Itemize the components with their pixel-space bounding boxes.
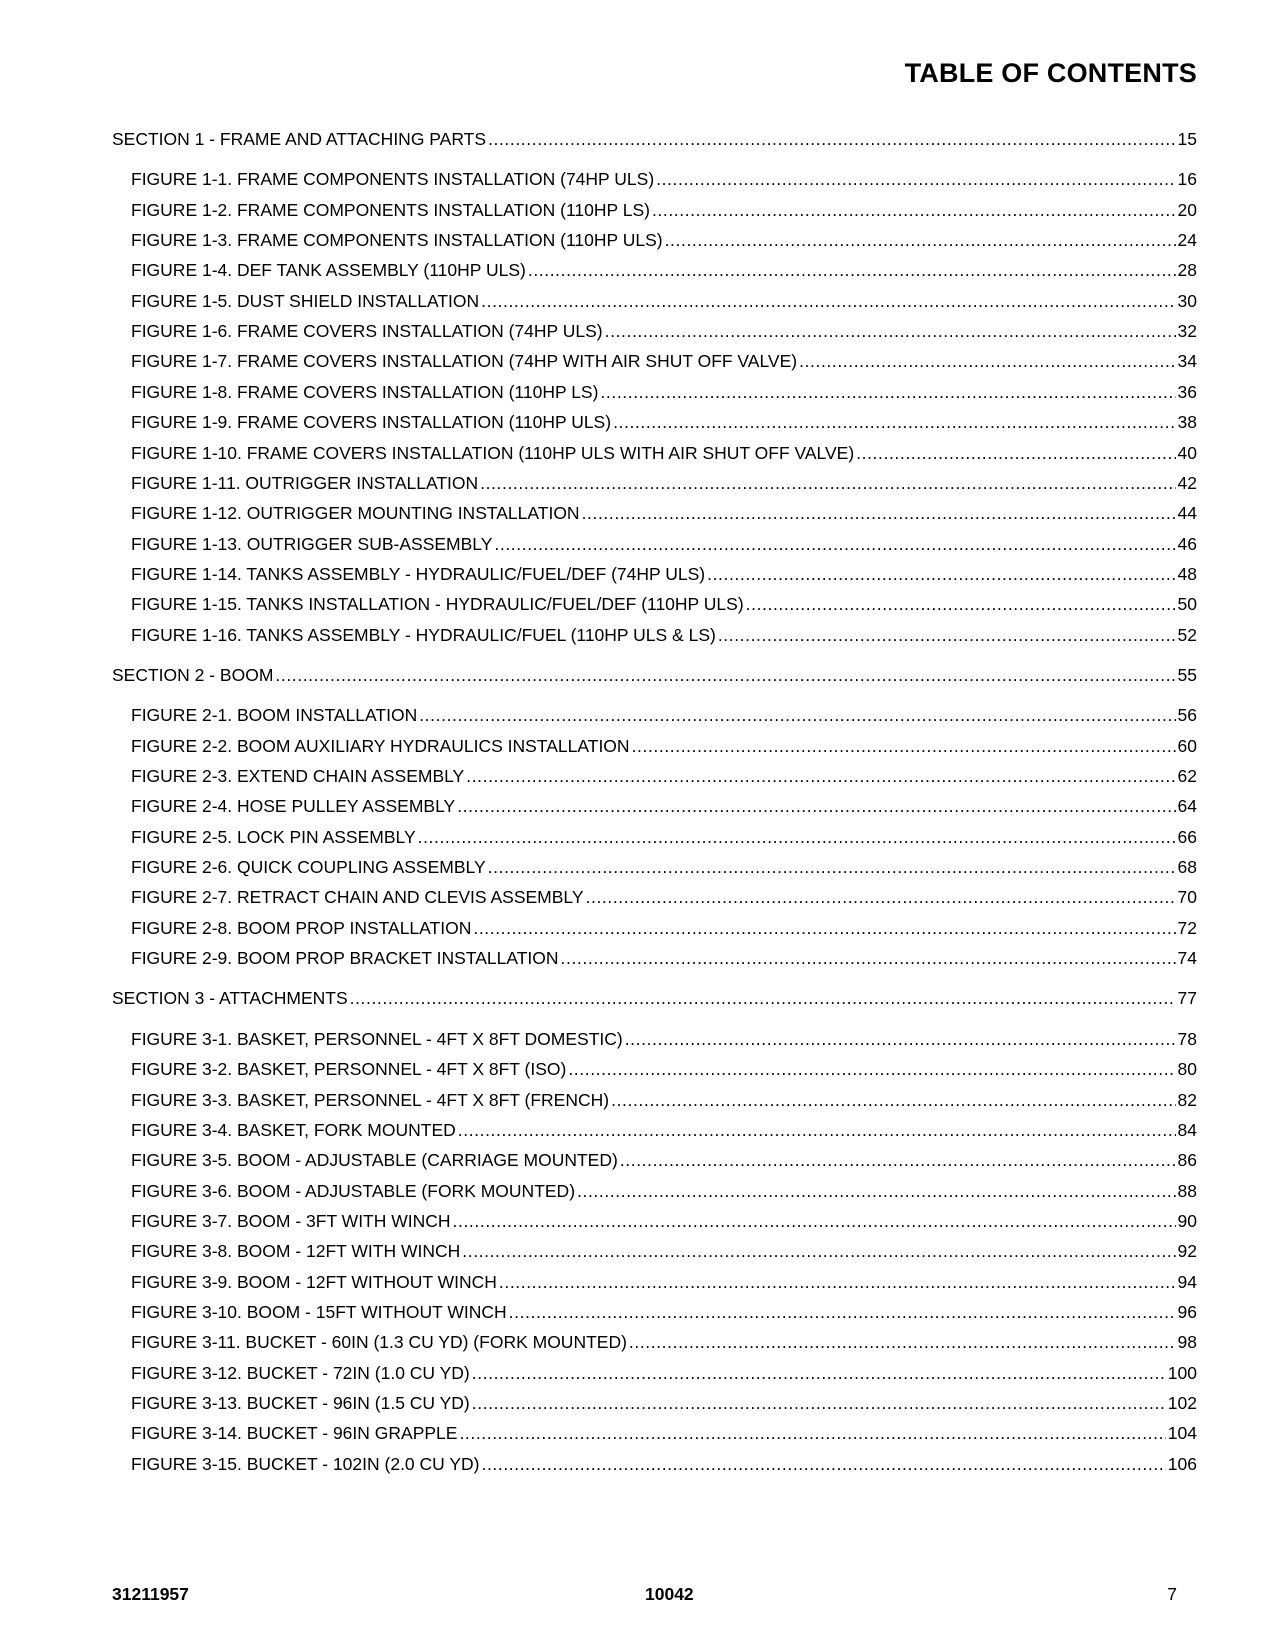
toc-entry-label: FIGURE 2-8. BOOM PROP INSTALLATION [131, 917, 472, 938]
dot-leader [656, 168, 1175, 190]
toc-entry-label: FIGURE 3-15. BUCKET - 102IN (2.0 CU YD) [131, 1453, 480, 1474]
toc-figure-entry[interactable] [131, 531, 1197, 555]
toc-figure-entry[interactable] [131, 1026, 1197, 1050]
toc-entry-label: FIGURE 3-14. BUCKET - 96IN GRAPPLE [131, 1423, 458, 1444]
toc-entry-label: FIGURE 3-6. BOOM - ADJUSTABLE (FORK MOUNTED) [131, 1180, 576, 1201]
toc-entry-page: 106 [1167, 1453, 1197, 1474]
toc-section-entry[interactable] [112, 985, 1197, 1009]
toc-figure-entry[interactable] [131, 257, 1197, 281]
dot-leader [625, 1028, 1176, 1050]
toc-entry-label: FIGURE 2-5. LOCK PIN ASSEMBLY [131, 826, 416, 847]
dot-leader [509, 1301, 1176, 1323]
dot-leader [620, 1149, 1176, 1171]
dot-leader [600, 381, 1175, 403]
toc-entry-label: FIGURE 3-4. BASKET, FORK MOUNTED [131, 1119, 456, 1140]
toc-entry-page: 62 [1177, 766, 1197, 786]
toc-figure-entry[interactable] [131, 1420, 1197, 1444]
toc-entry-page: 102 [1167, 1393, 1197, 1413]
toc-entry-page: 78 [1177, 1028, 1197, 1049]
toc-entry-page: 94 [1177, 1271, 1197, 1292]
toc-entry-page: 100 [1167, 1362, 1197, 1383]
toc-figure-entry[interactable] [131, 197, 1197, 221]
toc-entry-page: 30 [1177, 290, 1197, 311]
dot-leader [707, 563, 1175, 585]
dot-leader [632, 735, 1176, 757]
toc-entry-label: FIGURE 3-8. BOOM - 12FT WITH WINCH [131, 1241, 461, 1262]
toc-entry-page: 96 [1177, 1301, 1197, 1322]
toc-entry-label: FIGURE 1-4. DEF TANK ASSEMBLY (110HP ULS) [131, 260, 526, 281]
toc-entry-page: 36 [1177, 381, 1197, 402]
toc-figure-entry[interactable] [131, 166, 1197, 190]
toc-entry-page: 28 [1177, 260, 1197, 281]
toc-entry-page: 80 [1177, 1059, 1197, 1080]
dot-leader [473, 917, 1175, 939]
toc-entry-page: 88 [1177, 1180, 1197, 1201]
toc-entry-page: 77 [1177, 988, 1197, 1009]
toc-entry-label: FIGURE 1-14. TANKS ASSEMBLY - HYDRAULIC/FUEL/DEF (74HP ULS) [131, 563, 706, 584]
toc-entry-label: FIGURE 3-11. BUCKET - 60IN (1.3 CU YD) (FORK MOUNTED) [131, 1332, 627, 1353]
toc-entry-page: 56 [1177, 705, 1197, 726]
toc-entry-label: FIGURE 1-8. FRAME COVERS INSTALLATION (110HP LS) [131, 381, 599, 402]
toc-figure-entry[interactable] [131, 1178, 1197, 1202]
toc-figure-entry[interactable] [131, 1390, 1197, 1414]
toc-figure-entry[interactable] [131, 591, 1197, 615]
toc-figure-entry[interactable] [131, 824, 1197, 848]
toc-figure-entry[interactable] [131, 440, 1197, 464]
toc-entry-page: 55 [1177, 664, 1197, 685]
toc-figure-entry[interactable] [131, 884, 1197, 908]
toc-entry-label: SECTION 1 - FRAME AND ATTACHING PARTS [112, 129, 487, 149]
footer-doc-number: 31211957 [112, 1584, 189, 1604]
toc-entry-page: 90 [1177, 1210, 1197, 1231]
toc-figure-entry[interactable] [131, 733, 1197, 757]
footer-code: 10042 [645, 1584, 694, 1604]
toc-entry-page: 104 [1167, 1423, 1197, 1444]
toc-figure-entry[interactable] [131, 318, 1197, 342]
toc-entry-label: FIGURE 1-9. FRAME COVERS INSTALLATION (110HP ULS) [131, 412, 612, 433]
dot-leader [472, 1362, 1166, 1384]
toc-entry-label: FIGURE 1-1. FRAME COMPONENTS INSTALLATION (74HP ULS) [131, 169, 655, 190]
toc-entry-label: FIGURE 1-13. OUTRIGGER SUB-ASSEMBLY [131, 533, 493, 554]
dot-leader [582, 502, 1176, 524]
toc-entry-page: 64 [1177, 796, 1197, 817]
toc-entry-label: FIGURE 1-6. FRAME COVERS INSTALLATION (74HP ULS) [131, 321, 603, 342]
toc-entry-page: 84 [1177, 1119, 1197, 1140]
dot-leader [462, 1240, 1175, 1262]
toc-entry-page: 42 [1177, 472, 1197, 493]
dot-leader [665, 229, 1176, 251]
toc-entry-label: FIGURE 1-15. TANKS INSTALLATION - HYDRAULIC/FUEL/DEF (110HP ULS) [131, 594, 744, 615]
dot-leader [350, 987, 1176, 1009]
toc-entry-page: 72 [1177, 917, 1197, 938]
toc-section-entry[interactable] [112, 126, 1197, 150]
toc-figure-entry[interactable] [131, 763, 1197, 787]
toc-entry-label: FIGURE 1-16. TANKS ASSEMBLY - HYDRAULIC/FUEL (110HP ULS & LS) [131, 624, 716, 645]
dot-leader [466, 765, 1175, 787]
toc-entry-label: FIGURE 2-7. RETRACT CHAIN AND CLEVIS ASSEMBLY [131, 887, 584, 908]
toc-entry-label: FIGURE 2-6. QUICK COUPLING ASSEMBLY [131, 857, 486, 878]
toc-entry-page: 70 [1177, 887, 1197, 908]
toc-entry-label: FIGURE 3-13. BUCKET - 96IN (1.5 CU YD) [131, 1393, 470, 1413]
toc-entry-label: FIGURE 2-9. BOOM PROP BRACKET INSTALLATION [131, 948, 559, 969]
toc-entry-page: 38 [1177, 412, 1197, 433]
toc-entry-page: 32 [1177, 321, 1197, 342]
toc-entry-label: FIGURE 3-2. BASKET, PERSONNEL - 4FT X 8FT (ISO) [131, 1059, 567, 1080]
dot-leader [856, 442, 1175, 464]
toc-figure-entry[interactable] [131, 561, 1197, 585]
toc-entry-label: SECTION 3 - ATTACHMENTS [112, 988, 348, 1009]
toc-entry-page: 82 [1177, 1089, 1197, 1110]
dot-leader [488, 128, 1176, 150]
dot-leader [481, 1453, 1165, 1475]
toc-entry-page: 60 [1177, 735, 1197, 756]
toc-entry-label: FIGURE 3-1. BASKET, PERSONNEL - 4FT X 8FT DOMESTIC) [131, 1028, 623, 1049]
toc-figure-entry[interactable] [131, 1238, 1197, 1262]
toc-entry-page: 86 [1177, 1150, 1197, 1171]
toc-entry-page: 16 [1177, 169, 1197, 190]
toc-figure-entry[interactable] [131, 702, 1197, 726]
toc-figure-entry[interactable] [131, 1269, 1197, 1293]
toc-entry-page: 46 [1177, 533, 1197, 554]
toc-figure-entry[interactable] [131, 409, 1197, 433]
toc-entry-label: FIGURE 3-7. BOOM - 3FT WITH WINCH [131, 1210, 451, 1231]
toc-entry-label: FIGURE 1-11. OUTRIGGER INSTALLATION [131, 472, 479, 493]
toc-entry-page: 74 [1177, 948, 1197, 969]
dot-leader [457, 795, 1175, 817]
page-title: TABLE OF CONTENTS [904, 58, 1197, 88]
toc-figure-entry[interactable] [131, 622, 1197, 646]
toc-entry-label: FIGURE 3-12. BUCKET - 72IN (1.0 CU YD) [131, 1362, 470, 1383]
toc-figure-entry[interactable] [131, 379, 1197, 403]
toc-entry-label: FIGURE 1-10. FRAME COVERS INSTALLATION (110HP ULS WITH AIR SHUT OFF VALVE) [131, 442, 855, 463]
toc-figure-entry[interactable] [131, 1299, 1197, 1323]
toc-entry-page: 68 [1177, 857, 1197, 878]
dot-leader [481, 290, 1175, 312]
toc-entry-label: FIGURE 3-5. BOOM - ADJUSTABLE (CARRIAGE MOUNTED) [131, 1150, 618, 1171]
dot-leader [799, 350, 1175, 372]
toc-figure-entry[interactable] [131, 1329, 1197, 1353]
toc-entry-page: 98 [1177, 1332, 1197, 1353]
footer-page-number: 7 [1167, 1584, 1177, 1604]
dot-leader [718, 624, 1176, 646]
toc-figure-entry[interactable] [131, 470, 1197, 494]
dot-leader [419, 704, 1175, 726]
toc-entry-page: 52 [1177, 624, 1197, 645]
toc-entry-page: 50 [1177, 594, 1197, 615]
dot-leader [480, 472, 1175, 494]
toc-figure-entry[interactable] [131, 793, 1197, 817]
toc-entry-label: FIGURE 1-12. OUTRIGGER MOUNTING INSTALLATION [131, 503, 580, 524]
dot-leader [499, 1271, 1176, 1293]
toc-figure-entry[interactable] [131, 500, 1197, 524]
toc-entry-label: SECTION 2 - BOOM [112, 664, 274, 685]
toc-entry-page: 24 [1177, 230, 1197, 251]
toc-entry-label: FIGURE 1-3. FRAME COMPONENTS INSTALLATION (110HP ULS) [131, 230, 663, 251]
toc-figure-entry[interactable] [131, 1087, 1197, 1111]
dot-leader [611, 1089, 1175, 1111]
toc-figure-entry[interactable] [131, 854, 1197, 878]
toc-entry-label: FIGURE 2-2. BOOM AUXILIARY HYDRAULICS INSTALLATION [131, 735, 630, 756]
dot-leader [494, 533, 1175, 555]
toc-entry-label: FIGURE 3-10. BOOM - 15FT WITHOUT WINCH [131, 1301, 507, 1322]
toc-entry-label: FIGURE 2-1. BOOM INSTALLATION [131, 705, 418, 726]
toc-entry-page: 66 [1177, 826, 1197, 847]
dot-leader [458, 1119, 1176, 1141]
dot-leader [275, 664, 1175, 686]
toc-figure-entry[interactable] [131, 1360, 1197, 1384]
dot-leader [577, 1180, 1176, 1202]
toc-entry-label: FIGURE 1-5. DUST SHIELD INSTALLATION [131, 290, 480, 311]
toc-entry-label: FIGURE 3-3. BASKET, PERSONNEL - 4FT X 8FT (FRENCH) [131, 1089, 610, 1110]
dot-leader [652, 199, 1176, 221]
toc-figure-entry[interactable] [131, 1451, 1197, 1475]
toc-entry-label: FIGURE 2-4. HOSE PULLEY ASSEMBLY [131, 796, 456, 817]
toc-entry-label: FIGURE 1-7. FRAME COVERS INSTALLATION (74HP WITH AIR SHUT OFF VALVE) [131, 351, 798, 372]
toc-figure-entry[interactable] [131, 288, 1197, 312]
dot-leader [746, 593, 1176, 615]
toc-figure-entry[interactable] [131, 915, 1197, 939]
dot-leader [586, 886, 1176, 908]
toc-entry-page: 40 [1177, 442, 1197, 463]
dot-leader [418, 826, 1176, 848]
dot-leader [453, 1210, 1176, 1232]
dot-leader [613, 411, 1175, 433]
dot-leader [561, 947, 1176, 969]
toc-figure-entry[interactable] [131, 945, 1197, 969]
toc-entry-page: 48 [1177, 563, 1197, 584]
dot-leader [472, 1392, 1166, 1414]
toc-entry-page: 34 [1177, 351, 1197, 372]
toc-figure-entry[interactable] [131, 348, 1197, 372]
dot-leader [629, 1331, 1176, 1353]
toc-entry-page: 20 [1177, 199, 1197, 220]
toc-entry-label: FIGURE 2-3. EXTEND CHAIN ASSEMBLY [131, 766, 465, 786]
toc-entry-label: FIGURE 1-2. FRAME COMPONENTS INSTALLATION (110HP LS) [131, 199, 650, 220]
toc-figure-entry[interactable] [131, 1056, 1197, 1080]
toc-figure-entry[interactable] [131, 227, 1197, 251]
toc-entry-label: FIGURE 3-9. BOOM - 12FT WITHOUT WINCH [131, 1271, 497, 1292]
dot-leader [605, 320, 1176, 342]
toc-figure-entry[interactable] [131, 1117, 1197, 1141]
toc-entry-page: 15 [1177, 129, 1197, 149]
toc-entry-page: 44 [1177, 503, 1197, 524]
toc-figure-entry[interactable] [131, 1208, 1197, 1232]
dot-leader [528, 259, 1176, 281]
toc-figure-entry[interactable] [131, 1147, 1197, 1171]
toc-entry-page: 92 [1177, 1241, 1197, 1262]
dot-leader [459, 1422, 1165, 1444]
dot-leader [488, 856, 1176, 878]
dot-leader [568, 1058, 1175, 1080]
toc-section-entry[interactable] [112, 662, 1197, 686]
